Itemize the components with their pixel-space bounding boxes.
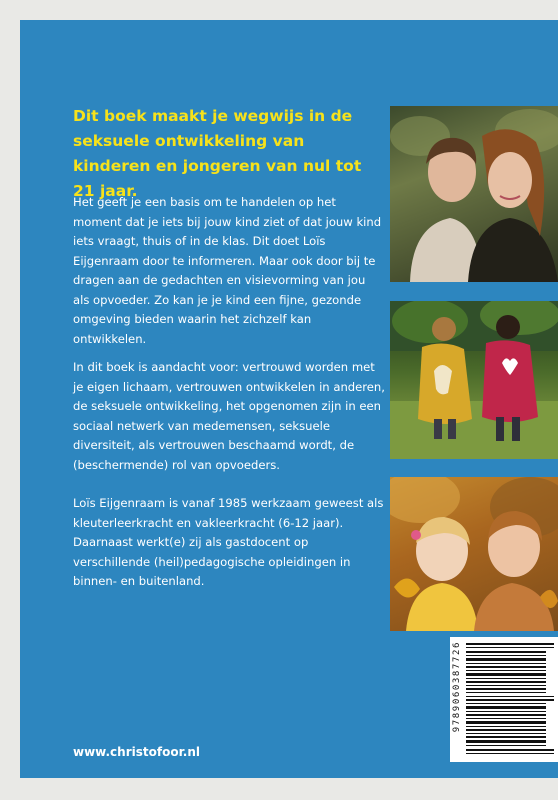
children-in-capes-photo <box>390 301 558 459</box>
barcode-number: 9789060387726 <box>452 641 462 733</box>
intro-paragraph: Het geeft je een basis om te handelen op het moment dat je iets bij jouw kind ziet of dat jouw kind iets vraagt, thuis of in de klas. Dit doet Loïs Eijgenraam door te informeren. Maar ook door bij te dragen aan de gedachten en visievorming van jou als opvoeder. Zo kan je je kind een fijne, gezonde omgeving bieden waarin het zichzelf kan ontwikkelen. <box>73 195 382 346</box>
author-bio-paragraph: Loïs Eijgenraam is vanaf 1985 werkzaam geweest als kleuterleerkracht en vakleerkracht (6-12 jaar). Daarnaast werkt(e) zij als gastdocent op verschillende (heil)pedagogische opleidingen in binnen- en buitenland. <box>73 496 384 588</box>
children-in-capes-illustration <box>390 301 558 459</box>
publisher-website: www.christofoor.nl <box>73 745 200 759</box>
barcode-bars <box>466 643 554 755</box>
two-toddlers-autumn-illustration <box>390 477 558 631</box>
teen-couple-illustration <box>390 106 558 282</box>
topics-paragraph: In dit boek is aandacht voor: vertrouwd worden met je eigen lichaam, vertrouwen ontwikkelen in anderen, de seksuele ontwikkeling, het opgenomen zijn in een sociaal netwerk van medemensen, seksuele diversiteit, als vertrouwen beschaamd wordt, de (beschermende) rol van opvoeders. <box>73 360 385 472</box>
back-cover <box>20 20 558 778</box>
headline: Dit boek maakt je wegwijs in de seksuele ontwikkeling van kinderen en jongeren van nul tot 21 jaar. <box>73 107 362 200</box>
two-toddlers-autumn-photo <box>390 477 558 631</box>
isbn-barcode <box>450 637 558 762</box>
teen-couple-photo <box>390 106 558 282</box>
